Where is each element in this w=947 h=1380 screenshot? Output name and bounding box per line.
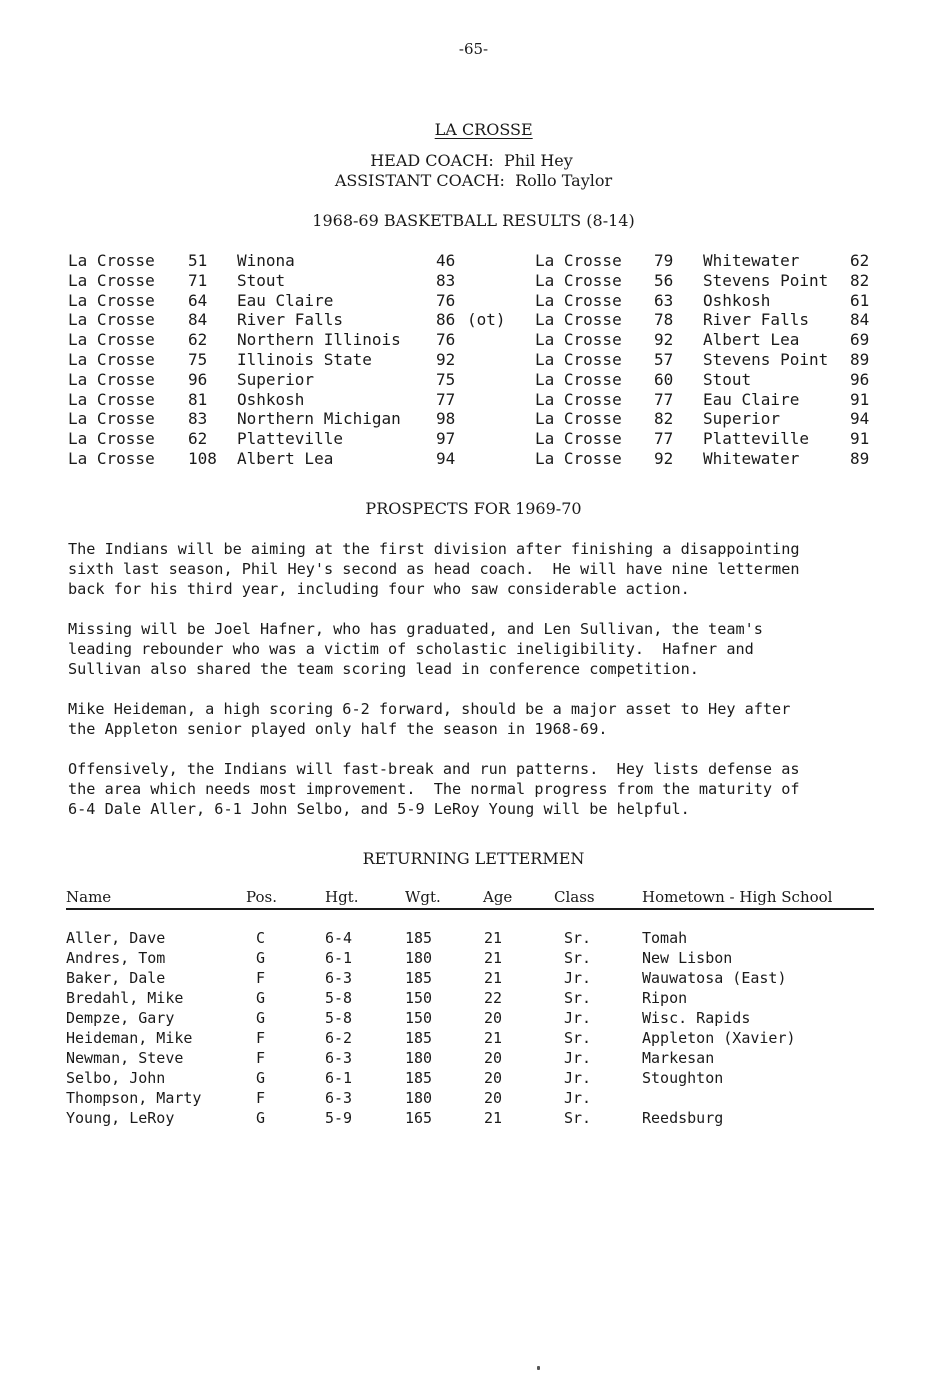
class: Jr. [564,1009,592,1027]
score: 79 [654,251,674,270]
col-pos: Pos. [246,888,277,906]
page-title-text: LA CROSSE [434,120,533,139]
pos: F [256,1049,266,1067]
opponent: Winona [237,251,295,270]
opp-score: 92 [436,349,456,369]
opponent: Stevens Point [703,349,829,369]
hgt: 6-1 [325,949,353,967]
team: La Crosse [535,349,622,369]
team: La Crosse [68,369,155,389]
opp-score: 75 [436,369,456,389]
table-row [66,1088,874,1108]
paragraph-line: leading rebounder who was a victim of scholastic ineligibility. Hafner and [68,640,754,658]
hometown: Ripon [642,989,688,1007]
score: 71 [188,270,208,290]
wgt: 180 [405,1089,433,1107]
table-row [66,1008,874,1028]
paragraph-2 [68,619,868,679]
class: Jr. [564,1089,592,1107]
team: La Crosse [68,389,155,409]
name: Heideman, Mike [66,1029,193,1047]
opp-score: 62 [850,251,870,270]
hometown: Tomah [642,929,688,947]
name: Selbo, John [66,1069,166,1087]
wgt: 180 [405,1049,433,1067]
score: 57 [654,349,674,369]
opp-score: 94 [850,409,870,429]
paragraph-line: Offensively, the Indians will fast-break and run patterns. Hey lists defense as [68,760,800,778]
wgt: 180 [405,949,433,967]
opponent: Stout [703,369,752,389]
hometown: Stoughton [642,1069,724,1087]
team: La Crosse [535,251,622,270]
wgt: 185 [405,1029,433,1047]
age: 20 [484,1069,503,1087]
paragraph-line: 6-4 Dale Aller, 6-1 John Selbo, and 5-9 LeRoy Young will be helpful. [68,800,690,818]
opp-score: 77 [436,389,456,409]
opp-score: 82 [850,270,870,290]
score: 56 [654,270,674,290]
class: Sr. [564,1109,592,1127]
team: La Crosse [68,310,155,330]
opponent: Illinois State [237,349,372,369]
hgt: 6-3 [325,1049,353,1067]
name: Dempze, Gary [66,1009,175,1027]
result-row [68,310,518,330]
opp-score: 76 [436,290,456,310]
result-row [68,429,518,449]
class: Sr. [564,929,592,947]
head-coach: HEAD COACH: Phil Hey [370,151,573,170]
opp-score: 91 [850,429,870,449]
pos: G [256,989,266,1007]
team: La Crosse [535,310,622,330]
hometown: Reedsburg [642,1109,724,1127]
opponent: Superior [703,409,781,429]
paragraph-line: the area which needs most improvement. The normal progress from the maturity of [68,780,800,798]
hgt: 6-3 [325,969,353,987]
score: 92 [654,330,674,350]
table-row [66,1068,874,1088]
opp-score: 89 [850,349,870,369]
team: La Crosse [535,270,622,290]
opponent: Northern Illinois [237,330,401,350]
wgt: 150 [405,1009,433,1027]
opp-score: 83 [436,270,456,290]
team: La Crosse [535,409,622,429]
opp-score: 89 [850,448,870,468]
team: La Crosse [535,389,622,409]
score: 62 [188,429,208,449]
team: La Crosse [68,429,155,449]
result-row [535,409,875,429]
paragraph-3 [68,699,868,739]
team: La Crosse [68,251,155,270]
opponent: Platteville [237,429,343,449]
age: 20 [484,1049,503,1067]
name: Young, LeRoy [66,1109,175,1127]
age: 21 [484,1029,503,1047]
lettermen-table-body [66,928,874,1128]
team: La Crosse [68,409,155,429]
paragraph-line: Mike Heideman, a high scoring 6-2 forward, should be a major asset to Hey after [68,700,791,718]
results-right [535,251,875,469]
table-row [66,968,874,988]
score: 81 [188,389,208,409]
paragraph-line: the Appleton senior played only half the season in 1968-69. [68,720,608,738]
opponent: Whitewater [703,448,800,468]
opponent: River Falls [237,310,343,330]
name: Andres, Tom [66,949,166,967]
col-name: Name [66,888,112,906]
paragraph-4 [68,759,868,819]
col-class: Class [554,888,595,906]
opp-score: 69 [850,330,870,350]
opp-score: 98 [436,409,456,429]
wgt: 185 [405,969,433,987]
name: Aller, Dave [66,929,166,947]
result-row [535,251,875,271]
score: 60 [654,369,674,389]
page-mark [537,1366,540,1370]
opp-score: 97 [436,429,456,449]
class: Sr. [564,949,592,967]
table-row [66,1028,874,1048]
name: Newman, Steve [66,1049,184,1067]
score: 83 [188,409,208,429]
lettermen-heading: RETURNING LETTERMEN [362,849,585,868]
age: 21 [484,929,503,947]
score: 51 [188,251,208,270]
hometown: Markesan [642,1049,715,1067]
opponent: Albert Lea [237,448,334,468]
result-row [535,370,875,390]
opponent: River Falls [703,310,809,330]
hgt: 6-2 [325,1029,353,1047]
wgt: 150 [405,989,433,1007]
team: La Crosse [68,448,155,468]
team: La Crosse [535,369,622,389]
paragraph-line: sixth last season, Phil Hey's second as head coach. He will have nine lettermen [68,560,800,578]
result-row [68,350,518,370]
page-title [0,101,947,158]
wgt: 185 [405,929,433,947]
age: 21 [484,969,503,987]
score: 77 [654,389,674,409]
opp-score: 46 [436,251,456,270]
opp-score: 96 [850,369,870,389]
result-row [535,291,875,311]
score: 62 [188,330,208,350]
opponent: Stout [237,270,286,290]
pos: F [256,1029,266,1047]
result-row [535,271,875,291]
result-row [535,310,875,330]
score: 64 [188,290,208,310]
lettermen-table-header [66,888,874,910]
team: La Crosse [535,448,622,468]
note: (ot) [467,310,506,330]
hgt: 6-4 [325,929,353,947]
results-left [68,251,518,469]
hgt: 5-8 [325,1009,353,1027]
hgt: 5-8 [325,989,353,1007]
result-row [535,429,875,449]
result-row [68,409,518,429]
team: La Crosse [68,270,155,290]
wgt: 165 [405,1109,433,1127]
table-row [66,1048,874,1068]
opponent: Superior [237,369,315,389]
result-row [68,370,518,390]
hometown: Wauwatosa (East) [642,969,787,987]
opponent: Oshkosh [237,389,305,409]
result-row [535,390,875,410]
opponent: Platteville [703,429,809,449]
pos: F [256,1089,266,1107]
team: La Crosse [535,429,622,449]
score: 82 [654,409,674,429]
paragraph-line: Sullivan also shared the team scoring lead in conference competition. [68,660,699,678]
result-row [68,291,518,311]
hometown: New Lisbon [642,949,733,967]
col-age: Age [483,888,513,906]
pos: F [256,969,266,987]
name: Bredahl, Mike [66,989,184,1007]
paragraph-1 [68,539,868,599]
hgt: 6-1 [325,1069,353,1087]
age: 21 [484,1109,503,1127]
hometown: Appleton (Xavier) [642,1029,796,1047]
page-number: -65- [458,40,489,58]
hgt: 5-9 [325,1109,353,1127]
opp-score: 91 [850,389,870,409]
prospects-heading: PROSPECTS FOR 1969-70 [365,499,582,518]
name: Baker, Dale [66,969,166,987]
opponent: Whitewater [703,251,800,270]
score: 77 [654,429,674,449]
opp-score: 86 [436,310,456,330]
score: 63 [654,290,674,310]
opponent: Albert Lea [703,330,800,350]
class: Jr. [564,969,592,987]
pos: G [256,1069,266,1087]
score: 96 [188,369,208,389]
result-row [68,271,518,291]
class: Jr. [564,1049,592,1067]
hometown: Wisc. Rapids [642,1009,751,1027]
score: 108 [188,448,217,468]
pos: G [256,1109,266,1127]
age: 20 [484,1009,503,1027]
paragraph-line: The Indians will be aiming at the first division after finishing a disappointing [68,540,800,558]
opp-score: 76 [436,330,456,350]
table-row [66,1108,874,1128]
team: La Crosse [68,349,155,369]
result-row [68,449,518,469]
pos: C [256,929,266,947]
class: Sr. [564,989,592,1007]
table-row [66,988,874,1008]
assistant-coach: ASSISTANT COACH: Rollo Taylor [334,171,613,190]
result-row [535,449,875,469]
opponent: Northern Michigan [237,409,401,429]
result-row [535,350,875,370]
col-hometown: Hometown - High School [642,888,833,906]
score: 78 [654,310,674,330]
team: La Crosse [68,290,155,310]
opp-score: 61 [850,290,870,310]
result-row [535,330,875,350]
score: 84 [188,310,208,330]
age: 21 [484,949,503,967]
score: 75 [188,349,208,369]
class: Jr. [564,1069,592,1087]
team: La Crosse [68,330,155,350]
results-heading: 1968-69 BASKETBALL RESULTS (8-14) [312,211,635,230]
pos: G [256,1009,266,1027]
wgt: 185 [405,1069,433,1087]
table-row [66,948,874,968]
score: 92 [654,448,674,468]
opponent: Oshkosh [703,290,771,310]
team: La Crosse [535,330,622,350]
hgt: 6-3 [325,1089,353,1107]
result-row [68,330,518,350]
name: Thompson, Marty [66,1089,202,1107]
age: 22 [484,989,503,1007]
class: Sr. [564,1029,592,1047]
result-row [68,390,518,410]
team: La Crosse [535,290,622,310]
paragraph-line: Missing will be Joel Hafner, who has graduated, and Len Sullivan, the team's [68,620,763,638]
pos: G [256,949,266,967]
col-hgt: Hgt. [325,888,359,906]
opponent: Stevens Point [703,270,829,290]
col-wgt: Wgt. [405,888,441,906]
opp-score: 84 [850,310,870,330]
opponent: Eau Claire [237,290,334,310]
paragraph-line: back for his third year, including four who saw considerable action. [68,580,690,598]
table-row [66,928,874,948]
opponent: Eau Claire [703,389,800,409]
opp-score: 94 [436,448,456,468]
age: 20 [484,1089,503,1107]
result-row [68,251,518,271]
